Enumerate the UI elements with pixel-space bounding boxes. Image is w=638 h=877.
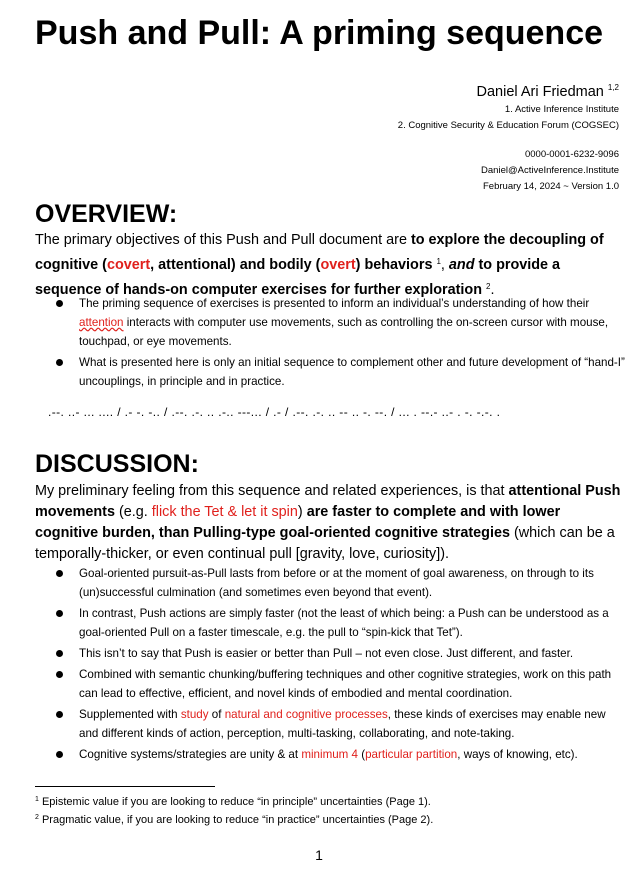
- overview-lead: [35, 230, 625, 301]
- bold-run: to explore the decoupling of cognitive (: [35, 232, 604, 273]
- list-item: [56, 353, 626, 391]
- affiliation-2: 2. Cognitive Security & Education Forum (COGSEC): [397, 120, 619, 131]
- bullet-icon: [56, 650, 63, 657]
- footnote-text: Epistemic value if you are looking to reduce “in principle” uncertainties (Page 1).: [38, 796, 431, 808]
- text-run: Cognitive systems/strategies are unity & at: [79, 748, 302, 761]
- footnote-2: [35, 810, 625, 828]
- footnote-ref-2[interactable]: 2: [486, 282, 491, 291]
- bold-run: to provide a sequence of hands-on computer exercises for further exploration: [35, 257, 561, 298]
- bullet-icon: [56, 300, 63, 307]
- list-item: [56, 745, 626, 764]
- text-run: Supplemented with: [79, 708, 181, 721]
- discussion-lead: [35, 481, 625, 565]
- study-term: study: [180, 708, 209, 721]
- text-run: The priming sequence of exercises is presented to inform an individual’s understanding of how their: [79, 297, 590, 310]
- bold-run: ) behaviors: [355, 257, 437, 273]
- text-run: Goal-oriented pursuit-as-Pull lasts from before or at the moment of goal awareness, on through to its (un)successful culmination (and sometimes even beyond that event).: [79, 567, 594, 599]
- bold-run: attentional Push movements: [35, 483, 621, 520]
- orcid: 0000-0001-6232-9096: [524, 149, 619, 160]
- author-name-text: Daniel Ari Friedman: [476, 84, 604, 100]
- covert-term: covert: [106, 257, 151, 273]
- document-title: Push and Pull: A priming sequence: [35, 14, 604, 52]
- overview-bullet-list: [56, 294, 626, 391]
- list-item: [56, 705, 626, 743]
- text-run: (: [358, 748, 366, 761]
- bullet-icon: [56, 570, 63, 577]
- footnotes: [35, 792, 625, 828]
- footnote-number: 1: [35, 796, 39, 803]
- text-run: of: [208, 708, 225, 721]
- list-item: [56, 665, 626, 703]
- minimum-term: minimum 4: [301, 748, 359, 761]
- discussion-bullet-list: [56, 564, 626, 764]
- spacer: [398, 134, 619, 147]
- footnote-number: 2: [35, 814, 39, 821]
- bold-run: are faster to complete and with lower cognitive burden, than Pulling-type goal-oriented cognitive strategies: [35, 504, 561, 541]
- footnote-1: [35, 792, 625, 810]
- list-item: [56, 294, 626, 351]
- bullet-icon: [56, 671, 63, 678]
- overt-term: overt: [320, 257, 356, 273]
- page-number: 1: [315, 847, 323, 863]
- example-term: flick the Tet & let it spin: [151, 504, 298, 520]
- footnote-divider: [35, 786, 215, 787]
- discussion-heading: DISCUSSION:: [35, 450, 199, 478]
- list-item: [56, 604, 626, 642]
- email: Daniel@ActiveInference.Institute: [481, 165, 619, 176]
- text-run: interacts with computer use movements, such as controlling the on-screen cursor with mouse, touchpad, or eye movements.: [79, 316, 609, 348]
- text-run: What is presented here is only an initial sequence to complement other and future development of “hand-I” uncouplings, in principle and in practice.: [79, 356, 625, 388]
- italic-run: and: [448, 257, 475, 273]
- attention-term: attention: [79, 316, 124, 329]
- text-run: ): [297, 504, 307, 520]
- text-run: .: [490, 282, 495, 298]
- text-run: (e.g.: [114, 504, 152, 520]
- text-run: (which can be a temporally-thicker, or even continual pull [gravity, love, curiosity]).: [35, 525, 615, 562]
- overview-heading: OVERVIEW:: [35, 200, 178, 228]
- author-affiliation-sup: 1,2: [607, 83, 619, 92]
- author-block: [398, 78, 619, 195]
- text-run: , ways of knowing, etc).: [457, 748, 578, 761]
- bullet-icon: [56, 359, 63, 366]
- footnote-text: Pragmatic value, if you are looking to reduce “in practice” uncertainties (Page 2).: [38, 814, 434, 826]
- list-item: [56, 644, 626, 663]
- footnote-ref-1[interactable]: 1: [436, 257, 441, 266]
- text-run: My preliminary feeling from this sequence and related experiences, is that: [35, 483, 509, 499]
- affiliation-1: 1. Active Inference Institute: [504, 104, 619, 115]
- partition-term: particular partition: [365, 748, 458, 761]
- morse-code-divider: .--. ..- ... .... / .- -. -.. / .--. .-. .. .-.. ---... / .- / .--. .-. .. -- .. -. --. / ... . --.- ..- . -. -.-. .: [48, 405, 501, 419]
- text-run: The primary objectives of this Push and Pull document are: [35, 232, 411, 248]
- bullet-icon: [56, 751, 63, 758]
- list-item: [56, 564, 626, 602]
- text-run: This isn’t to say that Push is easier or better than Pull – not even close. Just different, and faster.: [79, 647, 574, 660]
- text-run: Combined with semantic chunking/buffering techniques and other cognitive strategies, work on this path can lead to effective, efficient, and novel kinds of embodied and mental coordination.: [79, 668, 612, 700]
- bullet-icon: [56, 610, 63, 617]
- bullet-icon: [56, 711, 63, 718]
- bold-run: , attentional) and bodily (: [150, 257, 321, 273]
- author-name: [398, 78, 619, 102]
- text-run: , these kinds of exercises may enable new and different kinds of action, perception, multi-tasking, collaborating, and note-taking.: [79, 708, 606, 740]
- processes-term: natural and cognitive processes: [224, 708, 388, 721]
- text-run: In contrast, Push actions are simply faster (not the least of which being: a Push can be understood as a goal-oriented Pull on a faster timescale, e.g. the pull to “spin-kick that Tet”).: [79, 607, 609, 639]
- text-run: ,: [440, 257, 449, 273]
- date-version: February 14, 2024 ~ Version 1.0: [483, 181, 619, 192]
